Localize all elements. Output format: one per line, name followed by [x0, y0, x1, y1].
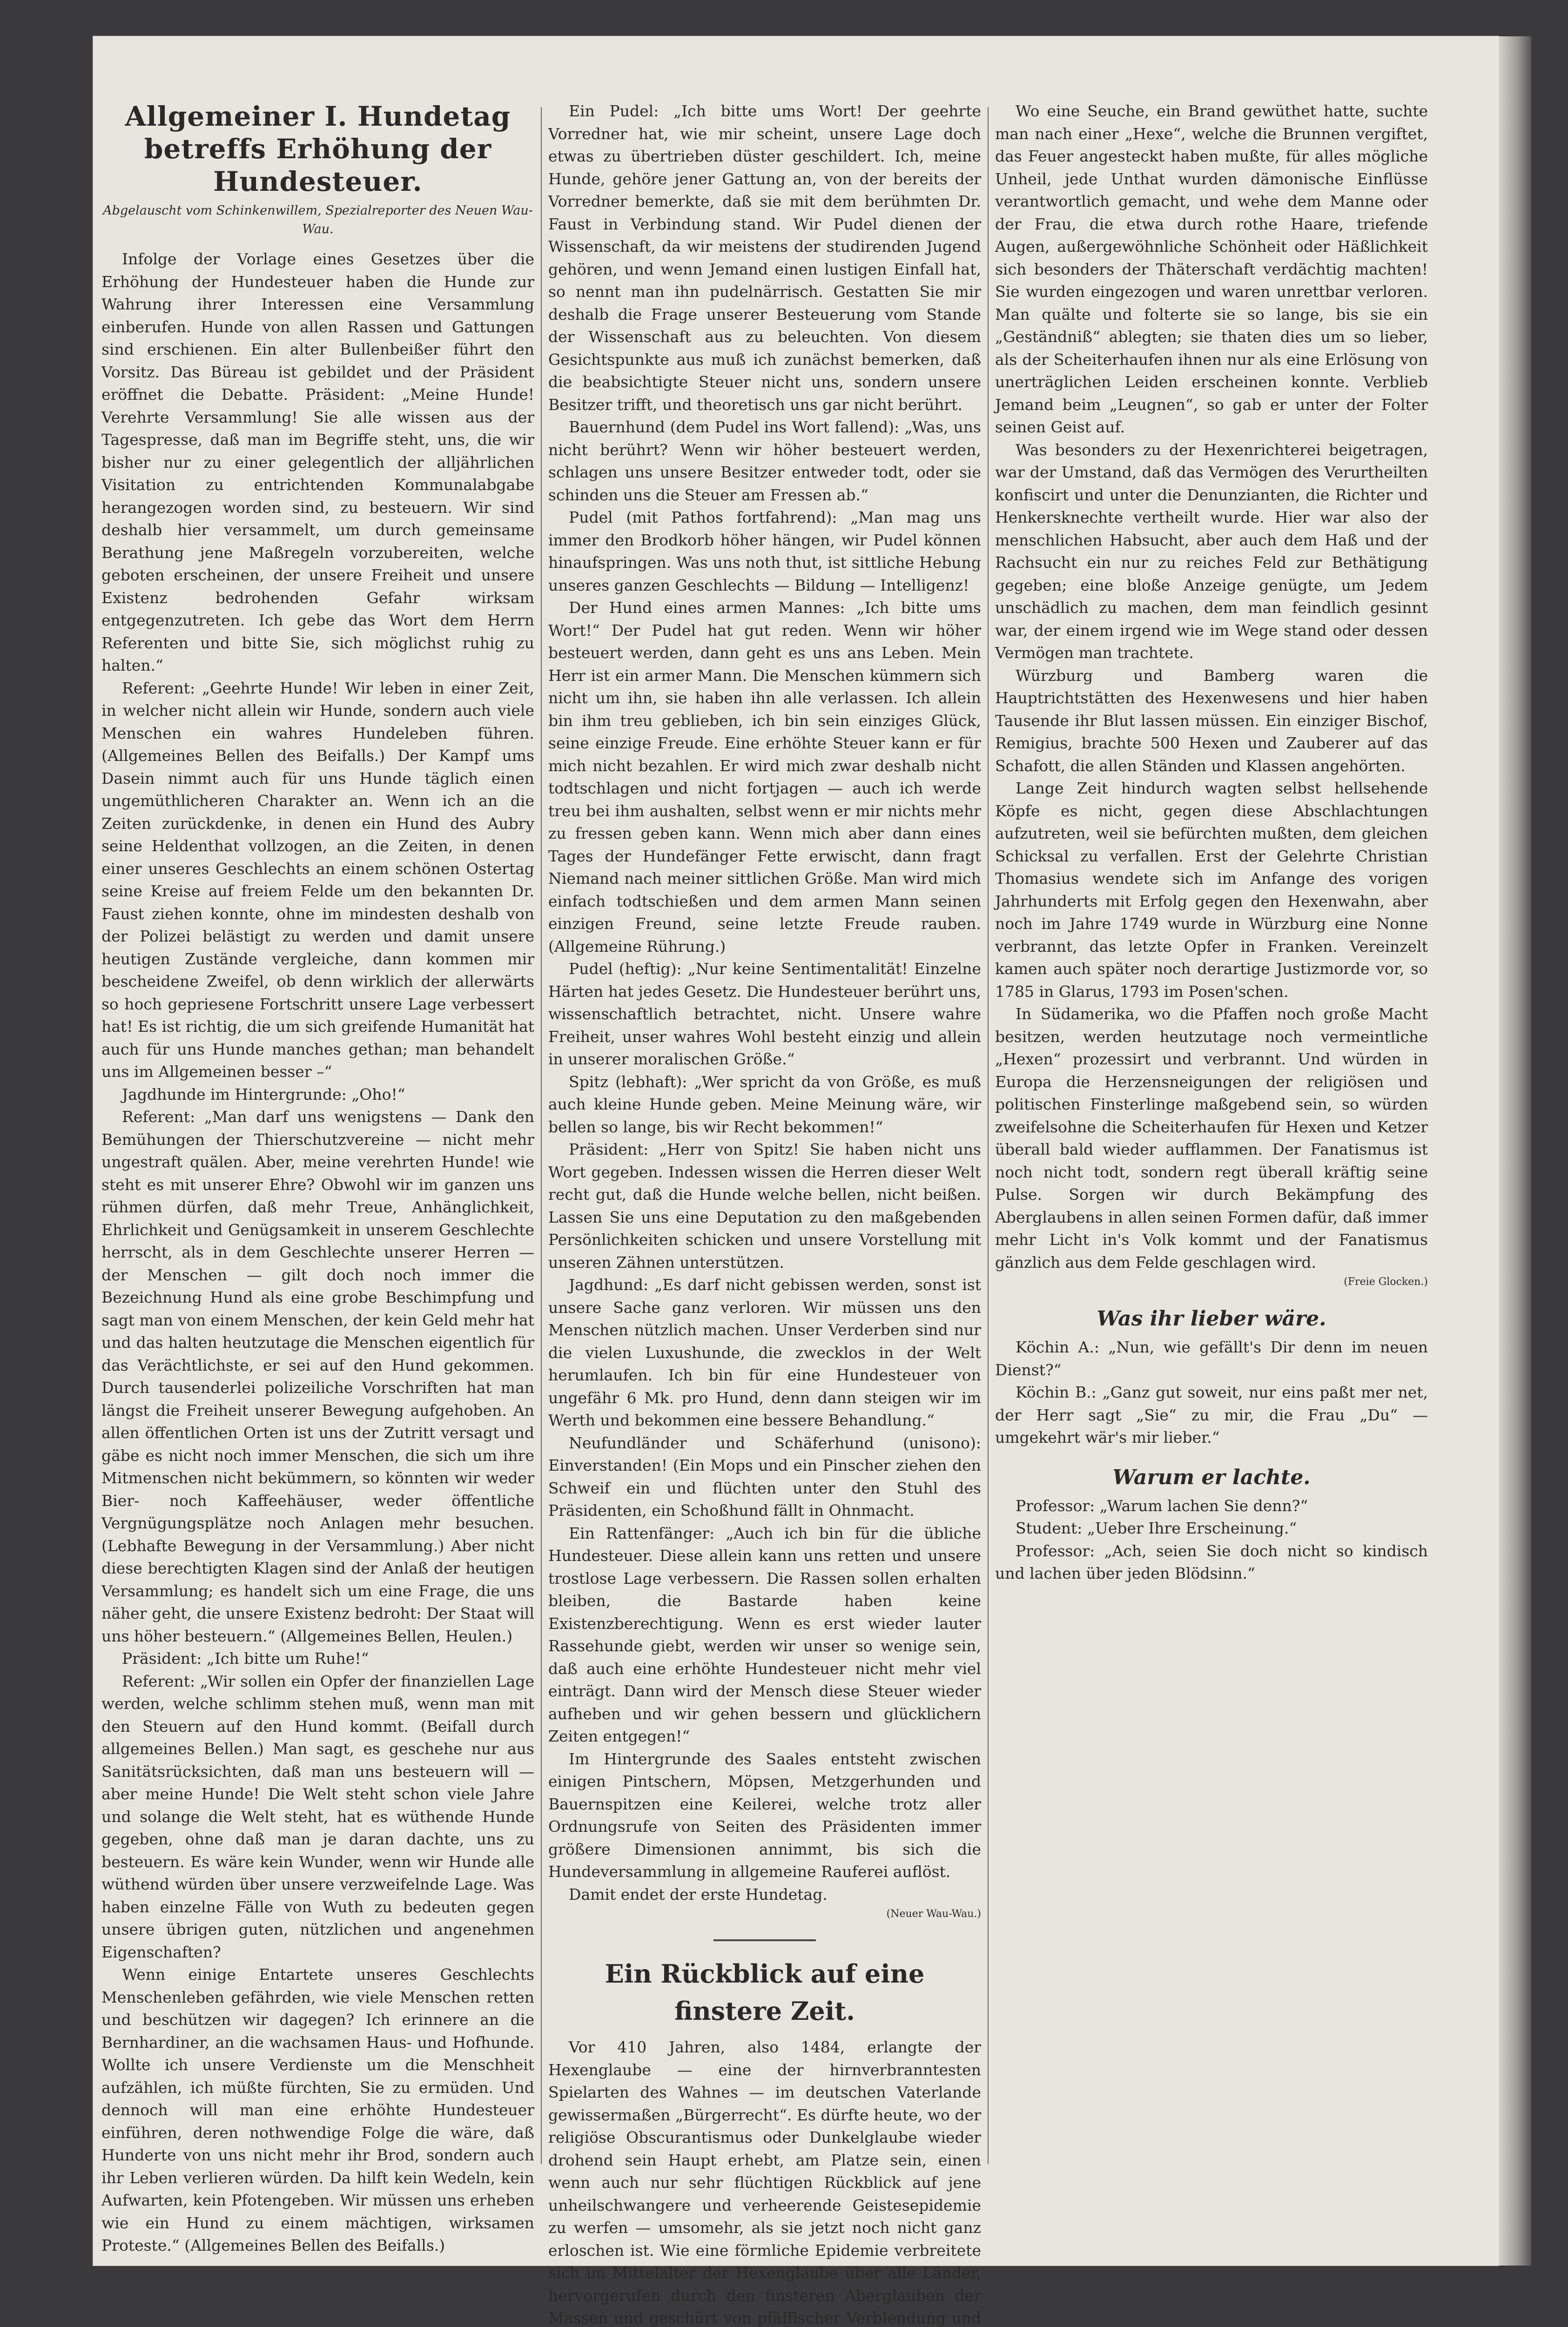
paragraph: Pudel (mit Pathos fortfahrend): „Man mag uns immer den Brodkorb höher hängen, wir Pudel können hinaufspringen. Was uns noth thut, ist sittliche Hebung unseres ganzen Geschlechts — Bildung — Intelligenz!	[548, 508, 981, 594]
paragraph: Präsident: „Ich bitte um Ruhe!“	[122, 1649, 369, 1668]
paragraph: Student: „Ueber Ihre Erscheinung.“	[1016, 1519, 1297, 1537]
paragraph: Wo eine Seuche, ein Brand gewüthet hatte, suchte man nach einer „Hexe“, welche die Brunnen vergiftet, das Feuer angesteckt haben mußte, für alles mögliche Unheil, jede Unthat wurden dämonische Einflüsse verantwortlich gemacht, und wehe dem Manne oder der Frau, die etwa durch rothe Haare, triefende Augen, außergewöhnliche Schönheit oder Häßlichkeit sich besonders der Thäterschaft verdächtig machten! Sie wurden eingezogen und waren unrettbar verloren. Man quälte und folterte sie so lange, bis sie ein „Geständniß“ ablegten; sie thaten dies um so lieber, als der Scheiterhaufen ihnen nur als eine Erlösung von unerträglichen Leiden erscheinen konnte. Verblieb Jemand beim „Leugnen“, so gab er unter der Folter seinen Geist auf.	[995, 102, 1428, 436]
paragraph: Köchin B.: „Ganz gut soweit, nur eins paßt mer net, der Herr sagt „Sie“ zu mir, die Frau „Du“ — umgekehrt wär's mir lieber.“	[995, 1383, 1428, 1446]
paragraph: Würzburg und Bamberg waren die Hauptrichtstätten des Hexenwesens und hier haben Tausende ihr Blut lassen müssen. Ein einziger Bischof, Remigius, brachte 500 Hexen und Zauberer auf das Schafott, die allen Ständen und Klassen angehörten.	[995, 666, 1428, 775]
paragraph: Infolge der Vorlage eines Gesetzes über die Erhöhung der Hundesteuer haben die Hunde zur Wahrung ihrer Interessen eine Versammlung einberufen. Hunde von allen Rassen und Gattungen sind erschienen. Ein alter Bullenbeißer führt den Vorsitz. Das Büreau ist gebildet und der Präsident eröffnet die Debatte. Präsident: „Meine Hunde! Verehrte Versammlung! Sie alle wissen aus der Tagespresse, daß man im Begriffe steht, uns, die wir bisher nur zu einer gelegentlich der alljährlichen Visitation zu entrichtenden Kommunalabgabe herangezogen worden sind, zu besteuern. Wir sind deshalb hier versammelt, um durch gemeinsame Berathung jene Maßregeln vorzubereiten, welche geboten erscheinen, der unsere Freiheit und unsere Existenz bedrohenden Gefahr wirksam entgegenzutreten. Ich gebe das Wort dem Herrn Referenten und bitte Sie, sich möglichst ruhig zu halten.“	[101, 250, 534, 674]
column-middle	[548, 100, 981, 2327]
paragraph: Lange Zeit hindurch wagten selbst hellsehende Köpfe es nicht, gegen diese Abschlachtungen aufzutreten, weil sie befürchten mußten, dem gleichen Schicksal zu verfallen. Erst der Gelehrte Christian Thomasius wendete sich im Anfange des vorigen Jahrhunderts mit Erfolg gegen den Hexenwahn, aber noch im Jahre 1749 wurde in Würzburg eine Nonne verbrannt, das letzte Opfer in Franken. Vereinzelt kamen auch später noch derartige Justizmorde vor, so 1785 in Glarus, 1793 im Posen'schen.	[995, 779, 1428, 1001]
paragraph: In Südamerika, wo die Pfaffen noch große Macht besitzen, werden heutzutage noch vermeintliche „Hexen“ prozessirt und verbrannt. Und würden in Europa die Herzensneigungen der religiösen und politischen Finsterlinge maßgebend sein, so würden zweifelsohne die Scheiterhaufen für Hexen und Ketzer überall bald wieder aufflammen. Der Fanatismus ist noch nicht todt, sondern regt überall kräftig seine Pulse. Sorgen wir durch Bekämpfung des Aberglaubens in allen seinen Formen dafür, daß immer mehr Licht in's Volk kommt und der Fanatismus gänzlich aus dem Felde geschlagen wird.	[995, 1005, 1428, 1271]
paragraph: Präsident: „Herr von Spitz! Sie haben nicht uns Wort gegeben. Indessen wissen die Herren dieser Welt recht gut, daß die Hunde welche bellen, nicht beißen. Lassen Sie uns eine Deputation zu den maßgebenden Persönlichkeiten schicken und unsere Vorstellung mit unseren Zähnen unterstützen.	[548, 1140, 981, 1271]
paragraph: Referent: „Man darf uns wenigstens — Dank den Bemühungen der Thierschutzvereine — nicht mehr ungestraft quälen. Aber, meine verehrten Hunde! wie steht es mit unserer Ehre? Obwohl wir im ganzen uns rühmen dürfen, daß mehr Treue, Anhänglichkeit, Ehrlichkeit und Genügsamkeit in unserem Geschlechte herrscht, als in dem Geschlechte unserer Herren — der Menschen — gilt doch noch immer die Bezeichnung Hund als eine grobe Beschimpfung und sagt man von einem Menschen, der kein Geld mehr hat und das halten heutzutage die Menschen eigentlich für das Verächtlichste, er sei auf den Hund gekommen. Durch tausenderlei polizeiliche Vorschriften hat man längst die Freiheit unserer Bewegung aufgehoben. An allen öffentlichen Orten ist uns der Zutritt versagt und gäbe es nicht noch immer Menschen, die sich um ihre Mitmenschen nicht bekümmern, so könnten wir weder Bier- noch Kaffeehäuser, weder öffentliche Vergnügungsplätze noch Anlagen mehr besuchen. (Lebhafte Bewegung in der Versammlung.) Aber nicht diese berechtigten Klagen sind der Anlaß der heutigen Versammlung; es handelt sich um eine Frage, die uns näher geht, die unsere Existenz bedroht: Der Staat will uns höher besteuern.“ (Allgemeines Bellen, Heulen.)	[101, 1108, 534, 1645]
paragraph: Vor 410 Jahren, also 1484, erlangte der Hexenglaube — eine der hirnverbranntesten Spielarten des Wahnes — im deutschen Vaterlande gewissermaßen „Bürgerrecht“. Es dürfte heute, wo der religiöse Obscurantismus oder Dunkelglaube wieder drohend sein Haupt erhebt, am Platze sein, einen wenn auch nur sehr flüchtigen Rückblick auf jene unheilschwangere und verheerende Geistesepidemie zu werfen — umsomehr, als sie jetzt noch nicht ganz erloschen ist. Wie eine förmliche Epidemie verbreitete sich im Mittelalter der Hexenglaube über alle Länder, hervorgerufen durch den finsteren Aberglauben der Massen und geschürt von pfäffischer Verblendung und	[548, 2038, 981, 2327]
paragraph: Referent: „Wir sollen ein Opfer der finanziellen Lage werden, welche schlimm stehen muß, wenn man mit den Steuern auf den Hund kommt. (Beifall durch allgemeines Bellen.) Man sagt, es geschehe nur aus Sanitätsrücksichten, daß man uns besteuern will — aber meine Hunde! Die Welt steht schon viele Jahre und solange die Welt steht, hat es wüthende Hunde gegeben, ohne daß man je daran dachte, uns zu besteuern. Es wäre kein Wunder, wenn wir Hunde alle wüthend würden über unsere verzweifelnde Lage. Was haben einzelne Fälle von Wuth zu bedeuten gegen unsere übrigen guten, nützlichen und angenehmen Eigenschaften?	[101, 1672, 534, 1961]
paragraph: Jagdhund: „Es darf nicht gebissen werden, sonst ist unsere Sache ganz verloren. Wir müssen uns den Menschen nützlich machen. Unser Verderben sind nur die vielen Luxushunde, die zwecklos in der Welt herumlaufen. Ich bin für eine Hundesteuer von ungefähr 6 Mk. pro Hund, denn dann steigen wir im Werth und bekommen eine bessere Behandlung.“	[548, 1276, 981, 1429]
paragraph: Wenn einige Entartete unseres Geschlechts Menschenleben gefährden, wie viele Menschen retten und beschützen wir dagegen? Ich erinnere an die Bernhardiner, an die wachsamen Haus- und Hofhunde. Wollte ich unsere Verdienste um die Menschheit aufzählen, ich müßte fürchten, Sie zu ermüden. Und dennoch will man eine erhöhte Hundesteuer einführen, deren nothwendige Folge die wäre, daß Hunderte von uns nicht mehr ihr Brod, sondern auch ihr Leben verlieren würden. Da hilft kein Wedeln, kein Aufwarten, kein Pfotengeben. Wir müssen uns erheben wie ein Hund zu einem mächtigen, wirksamen Proteste.“ (Allgemeines Bellen des Beifalls.)	[101, 1965, 534, 2254]
column-rule-left	[541, 107, 542, 2164]
paragraph: Jagdhunde im Hintergrunde: „Oho!“	[122, 1085, 405, 1103]
paragraph: Im Hintergrunde des Saales entsteht zwischen einigen Pintschern, Möpsen, Metzgerhunden und Bauernspitzen eine Keilerei, welche trotz aller Ordnungsrufe von Seiten des Präsidenten immer größere Dimensionen annimmt, bis sich die Hundeversammlung in allgemeine Rauferei auflöst.	[548, 1749, 981, 1881]
column-left	[101, 100, 534, 2254]
section-separator	[713, 1939, 816, 1941]
paragraph: Damit endet der erste Hundetag.	[569, 1885, 828, 1903]
paragraph: Professor: „Warum lachen Sie denn?“	[1016, 1496, 1308, 1515]
column-rule-right	[988, 107, 989, 2164]
column-right	[995, 100, 1428, 2194]
paragraph: Pudel (heftig): „Nur keine Sentimentalität! Einzelne Härten hat jedes Gesetz. Die Hundesteuer berührt uns, wissenschaftlich betrachtet, nicht. Unsere wahre Freiheit, unser wahres Wohl besteht einzig und allein in unserer moralischen Größe.“	[548, 960, 981, 1068]
paragraph: Professor: „Ach, seien Sie doch nicht so kindisch und lachen über jeden Blödsinn.“	[995, 1541, 1428, 1582]
paragraph: Bauernhund (dem Pudel ins Wort fallend): „Was, uns nicht berührt? Wenn wir höher besteuert werden, schlagen uns unsere Besitzer entweder todt, oder sie schinden uns die Steuer am Fressen ab.“	[548, 418, 981, 504]
page-curl-shadow	[1499, 36, 1531, 2266]
paragraph: Referent: „Geehrte Hunde! Wir leben in einer Zeit, in welcher nicht allein wir Hunde, sondern auch viele Menschen ein wahres Hundeleben führen. (Allgemeines Bellen des Beifalls.) Der Kampf ums Dasein nimmt auch für uns Hunde täglich einen ungemüthlicheren Charakter an. Wenn ich an die Zeiten zurückdenke, in denen ein Hund des Aubry seine Heldenthat vollzogen, an die Zeiten, in denen einer unseres Geschlechts an einem schönen Ostertag seine Kreise auf freiem Felde um den bekannten Dr. Faust ziehen konnte, ohne im mindesten deshalb von der Polizei belästigt zu werden und damit unsere heutigen Zustände vergleiche, dann kommen mir bescheidene Zweifel, ob denn wirklich der allerwärts so hoch gepriesene Fortschritt unsere Lage verbessert hat! Es ist richtig, die um sich greifende Humanität hat auch für uns Hunde manches gethan; man behandelt uns im Allgemeinen besser –“	[101, 679, 534, 1081]
paragraph: Ein Rattenfänger: „Auch ich bin für die übliche Hundesteuer. Diese allein kann uns retten und unsere trostlose Lage verbessern. Die Rassen sollen erhalten bleiben, die Bastarde haben keine Existenzberechtigung. Wenn es erst wieder lauter Rassehunde giebt, werden wir unser so wenige sein, daß auch eine erhöhte Hundesteuer nicht mehr viel einträgt. Dann wird der Mensch diese Steuer wieder aufheben und wir gehen bessern und glücklichern Zeiten entgegen!“	[548, 1524, 981, 1745]
article-title: Was ihr lieber wäre.	[1097, 1307, 1326, 1331]
paragraph: Köchin A.: „Nun, wie gefällt's Dir denn im neuen Dienst?“	[995, 1338, 1428, 1379]
paragraph: Spitz (lebhaft): „Wer spricht da von Größe, es muß auch kleine Hunde geben. Meine Meinung wäre, wir bellen so lange, bis wir Recht bekommen!“	[548, 1072, 981, 1136]
article-source: (Neuer Wau-Wau.)	[886, 1908, 981, 1920]
paragraph: Was besonders zu der Hexenrichterei beigetragen, war der Umstand, daß das Vermögen des Verurtheilten konfiscirt und unter die Denunzianten, die Richter und Henkersknechte vertheilt wurde. Hier war also der menschlichen Habsucht, aber auch dem Haß und der Rachsucht ein nur zu reiches Feld zur Bethätigung gegeben; eine bloße Anzeige genügte, um Jedem unschädlich zu machen, dem man feindlich gesinnt war, der einem irgend wie im Wege stand oder dessen Vermögen man trachtete.	[995, 440, 1428, 662]
article-title-line2: betreffs Erhöhung der Hundesteuer.	[144, 133, 492, 197]
paragraph: Der Hund eines armen Mannes: „Ich bitte ums Wort!“ Der Pudel hat gut reden. Wenn wir höher besteuert werden, dann geht es uns ans Leben. Mein Herr ist ein armer Mann. Die Menschen kümmern sich nicht um ihn, sie haben ihn alle verlassen. Ich allein bin ihm treu geblieben, ich bin sein einziges Glück, seine einzige Freude. Eine erhöhte Steuer kann er für mich nicht bezahlen. Er wird mich zwar deshalb nicht todtschlagen und nicht fortjagen — auch ich werde treu bei ihm aushalten, selbst wenn er mir nichts mehr zu fressen geben kann. Wenn mich aber dann eines Tages der Hundefänger Fette erwischt, dann fragt Niemand nach meiner sittlichen Größe. Man wird mich einfach todtschießen und dem armen Mann seinen einzigen Freund, seine letzte Freude rauben. (Allgemeine Rührung.)	[548, 599, 981, 955]
article-title-line1: Allgemeiner I. Hundetag	[125, 101, 511, 132]
article-byline: Abgelauscht vom Schinkenwillem, Spezialreporter des Neuen Wau-Wau.	[103, 203, 533, 236]
paragraph: Ein Pudel: „Ich bitte ums Wort! Der geehrte Vorredner hat, wie mir scheint, unsere Lage doch etwas zu übertrieben düster geschildert. Ich, meine Hunde, gehöre jener Gattung an, von der bereits der Vorredner bemerkte, daß sie mit dem berühmten Dr. Faust in Verbindung stand. Wir Pudel dienen der Wissenschaft, da wir meistens der studirenden Jugend gehören, und wenn Jemand einen lustigen Einfall hat, so nennt man ihn pudelnärrisch. Gestatten Sie mir deshalb die Frage unserer Besteuerung vom Stande der Wissenschaft aus zu beleuchten. Von diesem Gesichtspunkte aus muß ich zunächst bemerken, daß die beabsichtigte Steuer nicht uns, sondern unsere Besitzer trifft, und theoretisch uns gar nicht berührt.	[548, 102, 981, 414]
article-source: (Freie Glocken.)	[1344, 1276, 1428, 1288]
paragraph: Neufundländer und Schäferhund (unisono): Einverstanden! (Ein Mops und ein Pinscher ziehen den Schweif ein und flüchten unter den Stuhl des Präsidenten, ein Schoßhund fällt in Ohnmacht.	[548, 1433, 981, 1520]
article-title: Warum er lachte.	[1112, 1465, 1311, 1489]
article-title: Ein Rückblick auf eine finstere Zeit.	[605, 1959, 925, 2026]
